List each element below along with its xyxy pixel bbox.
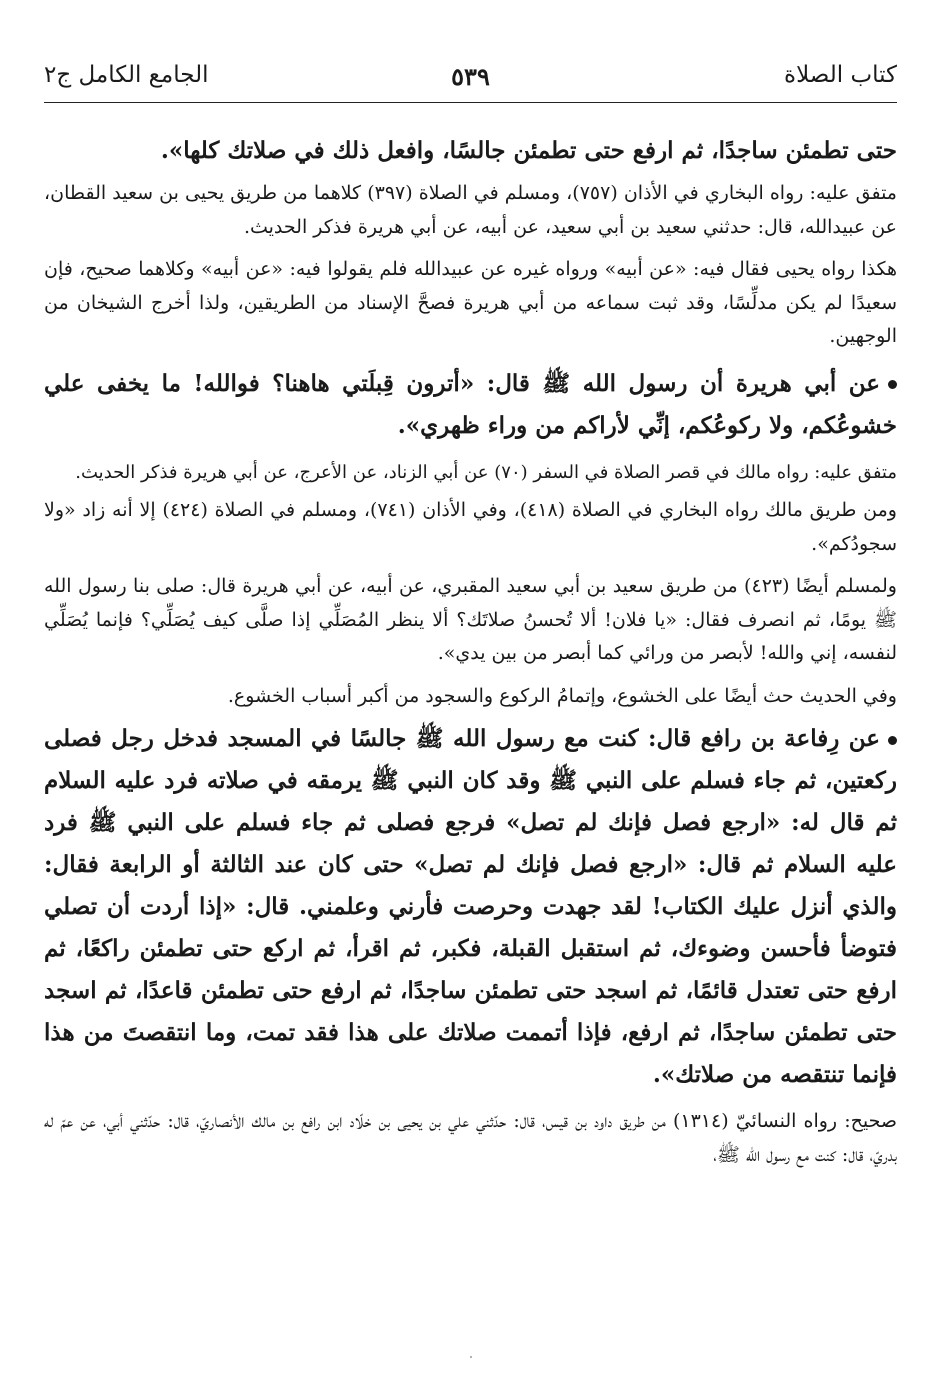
commentary-paragraph [44, 456, 897, 490]
paragraph-text: متفق عليه: رواه البخاري في الأذان (٧٥٧)، ومسلم في الصلاة (٣٩٧) كلاهما من طريق يحيى بن سعيد القطان، عن عبيدالله، قال: حدثني سعيد بن أبي سعيد، عن أبيه، عن أبي هريرة فذكر الحديث. [44, 182, 897, 238]
scan-speck [470, 1356, 472, 1358]
paragraph-text: عن رِفاعة بن رافع قال: كنت مع رسول الله ﷺ جالسًا في المسجد فدخل رجل فصلى ركعتين، ثم جاء فسلم على النبي ﷺ وقد كان النبي ﷺ يرمقه في صلاته فرد عليه السلام ثم قال له: «ارجع فصل فإنك لم تصل» فرجع فصلى ثم جاء فسلم على النبي ﷺ فرد عليه السلام ثم قال: «ارجع فصل فإنك لم تصل» حتى كان عند الثالثة أو الرابعة فقال: والذي أنزل عليك الكتاب! لقد جهدت وحرصت فأرني وعلمني. قال: «إذا أردت أن تصلي فتوضأ فأحسن وضوءك، ثم استقبل القبلة، فكبر، ثم اقرأ، ثم اركع حتى تطمئن راكعًا، ثم ارفع حتى تعتدل قائمًا، ثم اسجد حتى تطمئن ساجدًا، ثم ارفع حتى تطمئن قاعدًا، ثم اسجد حتى تطمئن ساجدًا، ثم ارفع، فإذا أتممت صلاتك على هذا فقد تمت، وما انتقصتَ من هذا فإنما تنتقصه من صلاتك». [44, 725, 897, 1088]
commentary-paragraph [44, 253, 897, 354]
paragraph-text: هكذا رواه يحيى فقال فيه: «عن أبيه» ورواه غيره عن عبيدالله فلم يقولوا فيه: «عن أبيه» وكلاهما صحيح، فإن سعيدًا لم يكن مدلِّسًا، وقد ثبت سماعه من أبي هريرة فصحَّ الإسناد من الطريقين، ولذا أخرج الشيخان من الوجهين. [44, 258, 897, 347]
paragraph-text: ومن طريق مالك رواه البخاري في الصلاة (٤١٨)، وفي الأذان (٧٤١)، ومسلم في الصلاة (٤٢٤) إلا أنه زاد «ولا سجودُكم». [44, 499, 897, 555]
paragraph-text: ولمسلم أيضًا (٤٢٣) من طريق سعيد بن أبي سعيد المقبري، عن أبيه، عن أبي هريرة قال: صلى بنا رسول الله ﷺ يومًا، ثم انصرف فقال: «يا فلان! ألا تُحسنُ صلاتَك؟ ألا ينظر المُصَلِّي إذا صلَّى كيف يُصَلِّي؟ فإنما يُصَلِّي لنفسه، إني والله! لأبصر من ورائي كما أبصر من بين يدي». [44, 575, 897, 664]
hadith-paragraph [44, 718, 897, 1096]
bullet-icon [888, 736, 897, 745]
commentary-paragraph [44, 494, 897, 561]
hadith-paragraph [44, 363, 897, 447]
commentary-paragraph [44, 680, 897, 714]
commentary-paragraph [44, 177, 897, 244]
hadith-continuation [44, 130, 897, 172]
paragraph-text: متفق عليه: رواه مالك في قصر الصلاة في السفر (٧٠) عن أبي الزناد، عن الأعرج، عن أبي هريرة فذكر الحديث. [75, 461, 897, 483]
book-title: الجامع الكامل ج٢ [44, 62, 209, 88]
commentary-paragraph [44, 570, 897, 671]
paragraph-text: حتى تطمئن ساجدًا، ثم ارفع حتى تطمئن جالسًا، وافعل ذلك في صلاتك كلها». [160, 137, 897, 164]
chapter-title: كتاب الصلاة [784, 62, 897, 88]
header-rule [44, 102, 897, 103]
page-body [44, 130, 897, 1172]
page-header [44, 0, 897, 108]
paragraph-text: وفي الحديث حث أيضًا على الخشوع، وإتمامُ الركوع والسجود من أكبر أسباب الخشوع. [227, 684, 897, 707]
paragraph-text: عن أبي هريرة أن رسول الله ﷺ قال: «أترون قِبلَتي هاهنا؟ فوالله! ما يخفى علي خشوعُكم، ولا ركوعُكم، إنِّي لأراكم من وراء ظهري». [44, 369, 897, 439]
bullet-icon [888, 380, 897, 389]
page-number: ٥٣٩ [451, 62, 490, 91]
commentary-paragraph [44, 1105, 897, 1172]
paragraph-text: صحيح: رواه النسائيّ (١٣١٤) من طريق داود بن قيس، قال: حدّثني علي بن يحيى بن خلّاد ابن رافع بن مالك الأنصاريّ، قال: حدّثني أبي، عن عمّ له بدريّ، قال: كنت مع رسول الله ﷺ، [44, 1110, 897, 1166]
